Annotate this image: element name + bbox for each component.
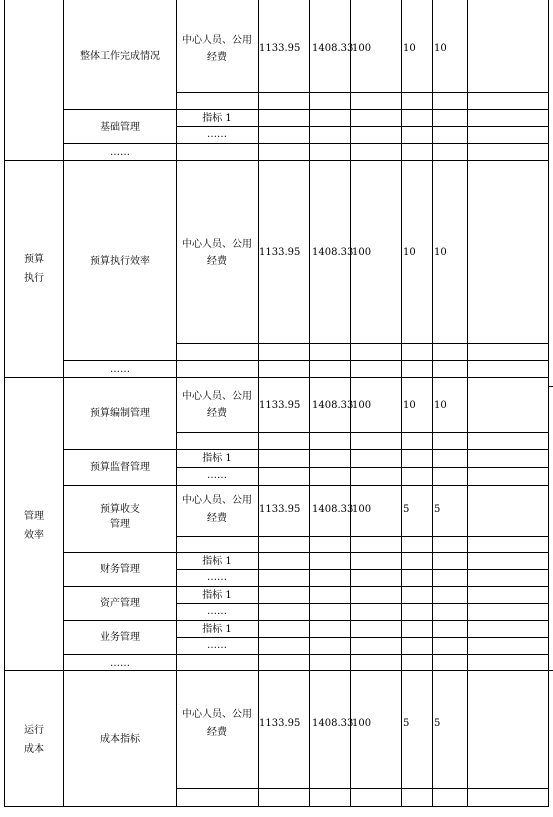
row-overall-value-a: 1133.95 — [259, 43, 301, 54]
row-budget-prep-funding-line2: 经费 — [207, 408, 227, 419]
category-operating-cost-line2: 成本 — [24, 744, 44, 755]
row-budget-prep-label: 预算编制管理 — [90, 408, 150, 419]
row-finance-mgmt-label: 财务管理 — [100, 564, 140, 575]
row-asset-mgmt-ellipsis: …… — [207, 606, 227, 617]
row-budget-supervision-ellipsis: …… — [207, 470, 227, 481]
row-budget-exec-funding-line1: 中心人员、公用 — [182, 239, 252, 250]
row-operating-cost-value-b: 1408.33 — [312, 718, 354, 729]
row-budget-supervision-indicator: 指标 1 — [202, 453, 232, 464]
row-budget-income-value-b: 1408.33 — [312, 504, 354, 515]
row-overall-value-b: 1408.33 — [312, 43, 354, 54]
row-budget-supervision-label: 预算监督管理 — [90, 462, 150, 473]
row-operating-cost-score-b: 5 — [434, 718, 441, 729]
row-basic-mgmt-ellipsis: …… — [207, 129, 227, 140]
row-overall-value-c: 100 — [352, 43, 372, 54]
row-budget-exec-label: 预算执行效率 — [90, 256, 150, 267]
row-operating-cost-funding-line1: 中心人员、公用 — [182, 709, 252, 720]
row-budget-income-score-a: 5 — [403, 504, 410, 515]
row-operating-cost-score-a: 5 — [403, 718, 410, 729]
row-budget-exec-value-a: 1133.95 — [259, 247, 301, 258]
row-overall-label: 整体工作完成情况 — [80, 51, 160, 62]
row-operating-cost-label: 成本指标 — [100, 734, 140, 745]
row-business-mgmt-ellipsis: …… — [207, 640, 227, 651]
row-operating-cost-value-c: 100 — [352, 718, 372, 729]
row-budget-exec-value-b: 1408.33 — [312, 247, 354, 258]
row-budget-prep-value-a: 1133.95 — [259, 400, 301, 411]
row-budget-prep-score-a: 10 — [403, 400, 416, 411]
row-budget-income-score-b: 5 — [434, 504, 441, 515]
category-mgmt-efficiency-line1: 管理 — [24, 511, 44, 522]
row-finance-mgmt-indicator: 指标 1 — [202, 556, 232, 567]
row-budget-exec-score-b: 10 — [434, 247, 447, 258]
row-budget-exec-funding-line2: 经费 — [207, 256, 227, 267]
row-operating-cost-value-a: 1133.95 — [259, 718, 301, 729]
row-budget-income-label-line2: 管理 — [110, 519, 130, 530]
row-basic-mgmt-label: 基础管理 — [100, 122, 140, 133]
row-business-mgmt-indicator: 指标 1 — [202, 624, 232, 635]
row-asset-mgmt-indicator: 指标 1 — [202, 590, 232, 601]
category-budget-exec-line2: 执行 — [24, 273, 44, 284]
section1-ellipsis: …… — [110, 147, 130, 158]
row-overall-score-b: 10 — [434, 43, 447, 54]
row-basic-mgmt-indicator: 指标 1 — [202, 113, 232, 124]
row-overall-funding-line1: 中心人员、公用 — [182, 35, 252, 46]
row-budget-income-value-c: 100 — [352, 504, 372, 515]
row-budget-income-funding-line1: 中心人员、公用 — [182, 495, 252, 506]
row-budget-income-value-a: 1133.95 — [259, 504, 301, 515]
row-budget-prep-value-c: 100 — [352, 400, 372, 411]
section3-ellipsis: …… — [110, 658, 130, 669]
row-operating-cost-funding-line2: 经费 — [207, 727, 227, 738]
row-budget-income-label-line1: 预算收支 — [100, 504, 140, 515]
row-budget-income-funding-line2: 经费 — [207, 513, 227, 524]
row-overall-funding-line2: 经费 — [207, 52, 227, 63]
row-budget-prep-score-b: 10 — [434, 400, 447, 411]
category-operating-cost-line1: 运行 — [24, 725, 44, 736]
row-asset-mgmt-label: 资产管理 — [100, 598, 140, 609]
row-budget-exec-value-c: 100 — [352, 247, 372, 258]
row-finance-mgmt-ellipsis: …… — [207, 572, 227, 583]
row-overall-score-a: 10 — [403, 43, 416, 54]
row-budget-exec-score-a: 10 — [403, 247, 416, 258]
section2-ellipsis: …… — [110, 364, 130, 375]
category-mgmt-efficiency-line2: 效率 — [24, 530, 44, 541]
row-budget-prep-funding-line1: 中心人员、公用 — [182, 391, 252, 402]
row-budget-prep-value-b: 1408.33 — [312, 400, 354, 411]
category-budget-exec-line1: 预算 — [24, 254, 44, 265]
row-business-mgmt-label: 业务管理 — [100, 632, 140, 643]
